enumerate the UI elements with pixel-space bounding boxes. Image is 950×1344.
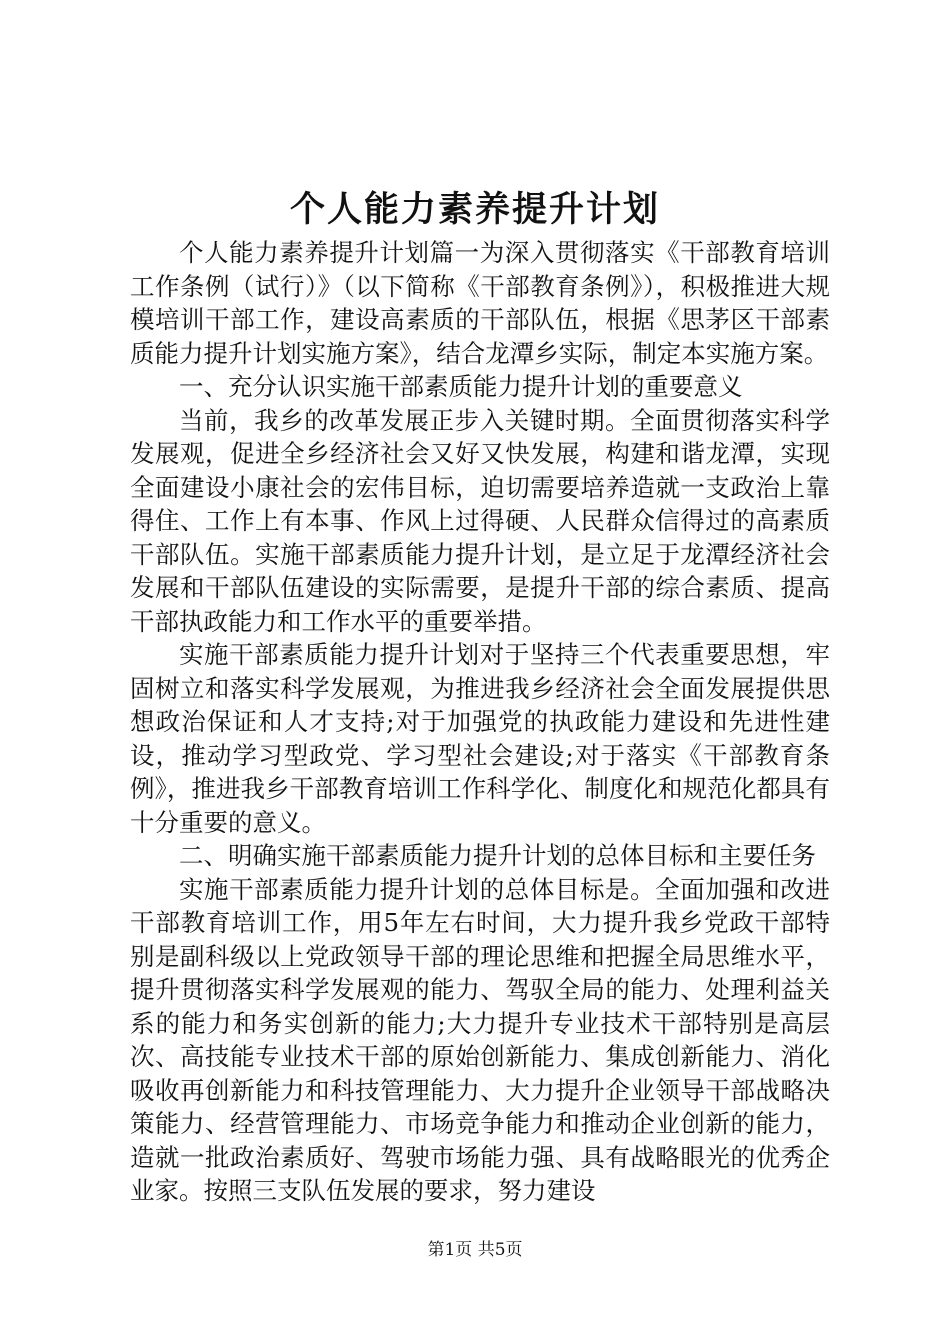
paragraph-intro: 个人能力素养提升计划篇一为深入贯彻落实《干部教育培训工作条例（试行）》（以下简称《干部教育条例》），积极推进大规模培训干部工作，建设高素质的干部队伍，根据《思茅区干部素质能力提升计划实施方案》，结合龙潭乡实际，制定本实施方案。 bbox=[130, 238, 830, 368]
page-number-footer: 第1页 共5页 bbox=[427, 1240, 523, 1260]
paragraph-current-situation: 当前，我乡的改革发展正步入关键时期。全面贯彻落实科学发展观，促进全乡经济社会又好又快发展，构建和谐龙潭，实现全面建设小康社会的宏伟目标，迫切需要培养造就一支政治上靠得住、工作上有本事、作风上过得硬、人民群众信得过的高素质干部队伍。实施干部素质能力提升计划，是立足于龙潭经济社会发展和干部队伍建设的实际需要，是提升干部的综合素质、提高干部执政能力和工作水平的重要举措。 bbox=[130, 405, 830, 636]
document-body bbox=[130, 236, 830, 1208]
document-title: 个人能力素养提升计划 bbox=[289, 189, 660, 230]
section-heading-1: 一、充分认识实施干部素质能力提升计划的重要意义 bbox=[179, 372, 743, 401]
paragraph-overall-goal: 实施干部素质能力提升计划的总体目标是。全面加强和改进干部教育培训工作，用5年左右时间，大力提升我乡党政干部特别是副科级以上党政领导干部的理论思维和把握全局思维水平，提升贯彻落实科学发展观的能力、驾驭全局的能力、处理利益关系的能力和务实创新的能力;大力提升专业技术干部特别是高层次、高技能专业技术干部的原始创新能力、集成创新能力、消化吸收再创新能力和科技管理能力、大力提升企业领导干部战略决策能力、经营管理能力、市场竞争能力和推动企业创新的能力，造就一批政治素质好、驾驶市场能力强、具有战略眼光的优秀企业家。按照三支队伍发展的要求，努力建设 bbox=[130, 874, 830, 1205]
paragraph-significance: 实施干部素质能力提升计划对于坚持三个代表重要思想，牢固树立和落实科学发展观，为推进我乡经济社会全面发展提供思想政治保证和人才支持;对于加强党的执政能力建设和先进性建设，推动学习型政党、学习型社会建设;对于落实《干部教育条例》，推进我乡干部教育培训工作科学化、制度化和规范化都具有十分重要的意义。 bbox=[130, 640, 830, 837]
section-heading-2: 二、明确实施干部素质能力提升计划的总体目标和主要任务 bbox=[179, 841, 816, 870]
